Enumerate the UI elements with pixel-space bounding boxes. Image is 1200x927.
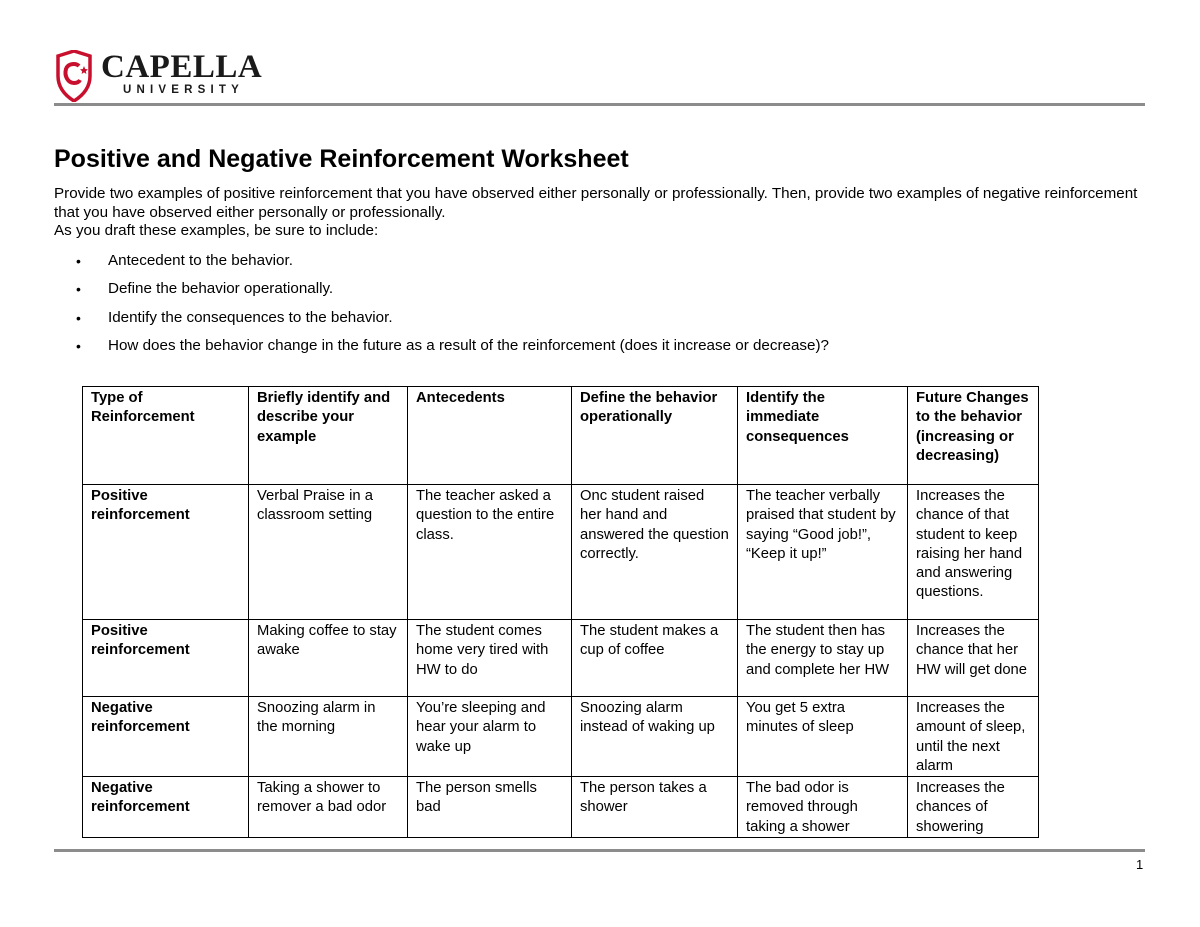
page-title: Positive and Negative Reinforcement Worksheet	[54, 145, 629, 173]
list-item-text: Define the behavior operationally.	[108, 280, 334, 298]
table-cell: The student makes a cup of coffee	[572, 620, 738, 697]
column-header: Define the behavior operationally	[572, 387, 738, 485]
list-item	[76, 279, 829, 307]
reinforcement-table	[82, 386, 1039, 838]
header-divider	[54, 103, 1145, 106]
logo-name: CAPELLA	[101, 49, 263, 85]
page-number: 1	[1136, 857, 1144, 872]
table-cell: Increases the chance that her HW will get done	[908, 620, 1039, 697]
intro-paragraph: Provide two examples of positive reinforcement that you have observed either personally or professionally. Then, provide two examples of negative reinforcement that you have observed either personally or professionally.	[54, 185, 1138, 221]
list-item-text: Identify the consequences to the behavior.	[108, 308, 393, 326]
list-item-text: How does the behavior change in the future as a result of the reinforcement (does it increase or decrease)?	[108, 337, 829, 355]
table-cell: The bad odor is removed through taking a shower	[738, 777, 908, 838]
intro-text	[54, 185, 1154, 241]
table-cell: You get 5 extra minutes of sleep	[738, 697, 908, 777]
table-cell: Making coffee to stay awake	[249, 620, 408, 697]
table-cell: Positive reinforcement	[83, 620, 249, 697]
capella-logo	[54, 50, 262, 104]
column-header: Antecedents	[408, 387, 572, 485]
column-header: Briefly identify and describe your example	[249, 387, 408, 485]
table-row	[83, 697, 1039, 777]
bullet-icon: •	[76, 253, 81, 269]
logo-subtitle: UNIVERSITY	[123, 84, 245, 96]
table-cell: Increases the chance of that student to keep raising her hand and answering questions.	[908, 485, 1039, 620]
bullet-icon: •	[76, 338, 81, 355]
footer-divider	[54, 849, 1145, 852]
table-cell: The teacher asked a question to the entire class.	[408, 485, 572, 620]
column-header: Type of Reinforcement	[83, 387, 249, 485]
table-cell: Verbal Praise in a classroom setting	[249, 485, 408, 620]
table-cell: Increases the chances of showering	[908, 777, 1039, 838]
table-cell: Negative reinforcement	[83, 777, 249, 838]
bullet-icon: •	[76, 309, 81, 326]
shield-icon	[54, 50, 94, 102]
table-cell: The teacher verbally praised that student by saying “Good job!”, “Keep it up!”	[738, 485, 908, 620]
table-cell: Increases the amount of sleep, until the next alarm	[908, 697, 1039, 777]
requirements-list	[76, 251, 829, 365]
list-item	[76, 308, 829, 336]
table-row	[83, 485, 1039, 620]
table-cell: The person smells bad	[408, 777, 572, 838]
table-cell: Snoozing alarm in the morning	[249, 697, 408, 777]
table-cell: Negative reinforcement	[83, 697, 249, 777]
bullet-icon: •	[76, 281, 81, 298]
table-cell: The student then has the energy to stay up and complete her HW	[738, 620, 908, 697]
table-cell: The person takes a shower	[572, 777, 738, 838]
table-cell: Snoozing alarm instead of waking up	[572, 697, 738, 777]
table-cell: Taking a shower to remover a bad odor	[249, 777, 408, 838]
table-row	[83, 777, 1039, 838]
table-cell: The student comes home very tired with HW to do	[408, 620, 572, 697]
table-cell: Onc student raised her hand and answered the question correctly.	[572, 485, 738, 620]
list-item	[76, 251, 829, 279]
column-header: Future Changes to the behavior (increasing or decreasing)	[908, 387, 1039, 485]
list-item-text: Antecedent to the behavior.	[108, 252, 293, 269]
table-row	[83, 620, 1039, 697]
instruction-text: As you draft these examples, be sure to include:	[54, 222, 379, 239]
table-cell: You’re sleeping and hear your alarm to wake up	[408, 697, 572, 777]
table-cell: Positive reinforcement	[83, 485, 249, 620]
list-item	[76, 336, 829, 364]
table-header-row	[83, 387, 1039, 485]
column-header: Identify the immediate consequences	[738, 387, 908, 485]
